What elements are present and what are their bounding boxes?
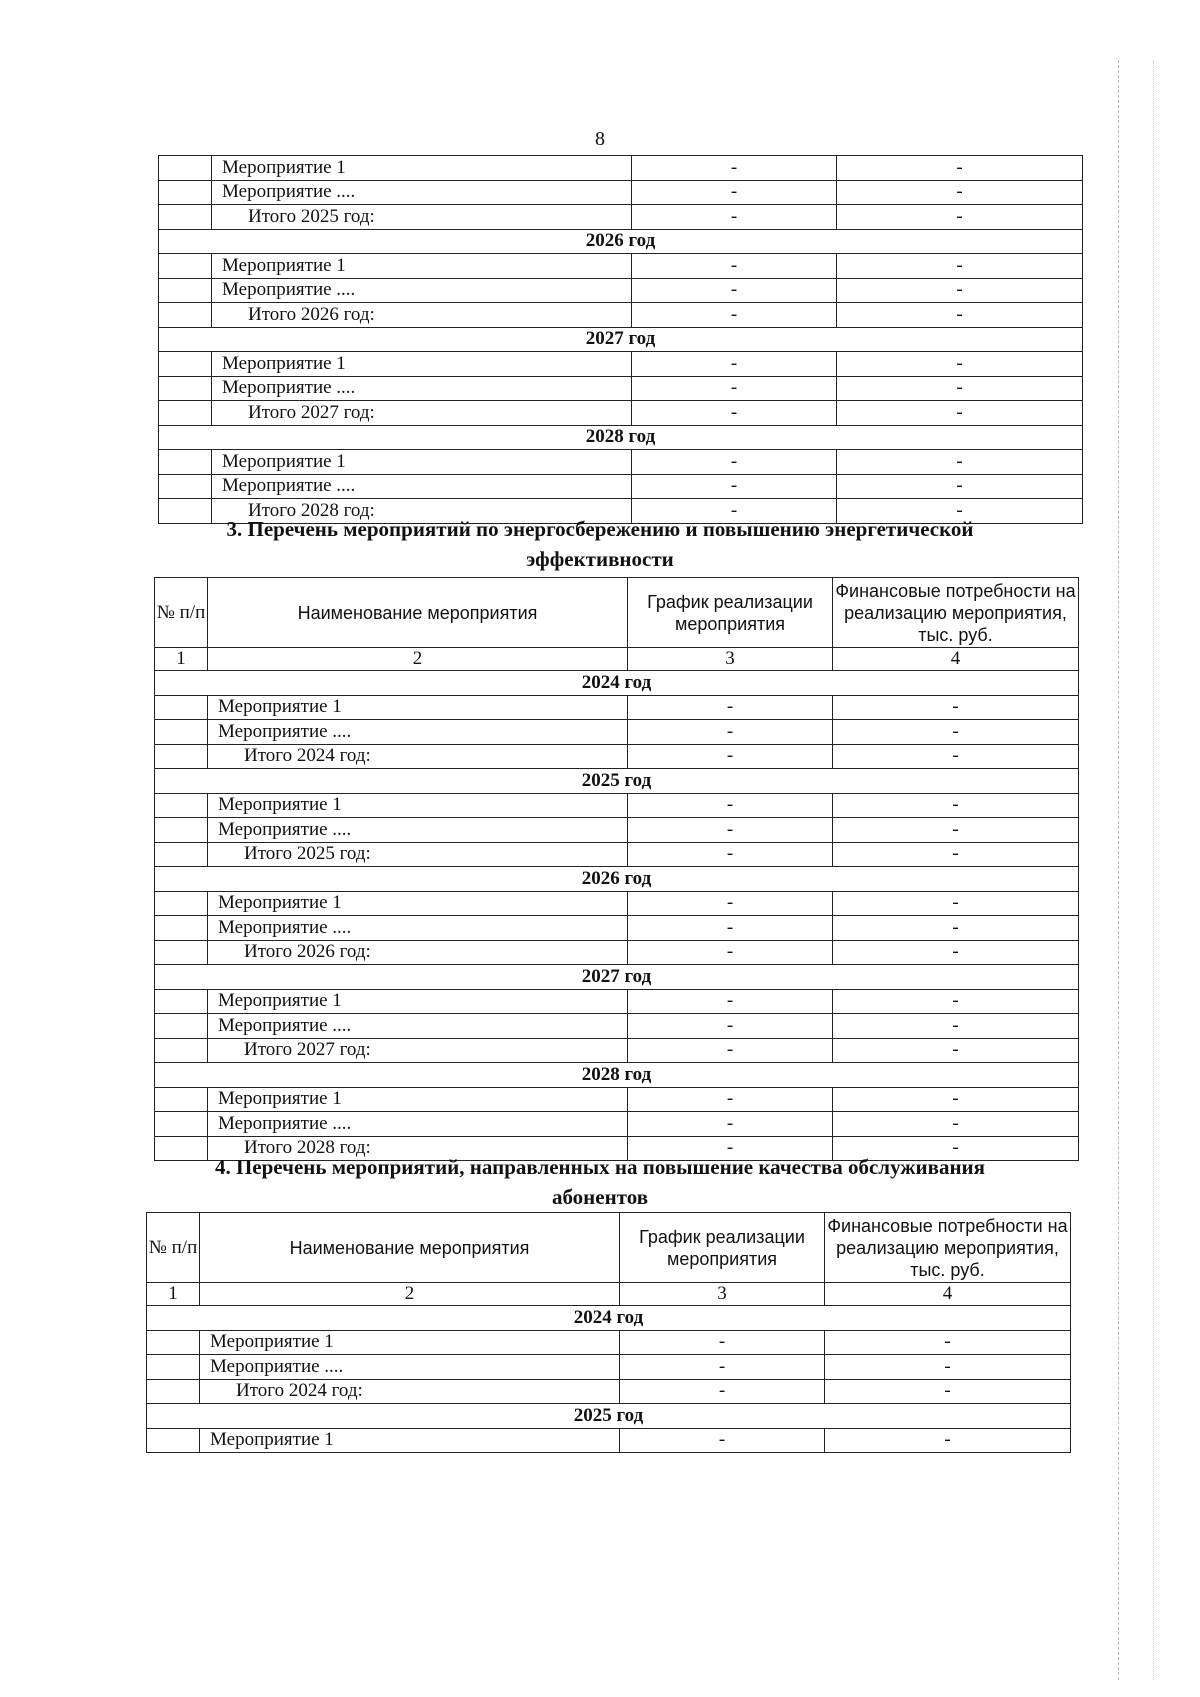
column-index: 4	[825, 1283, 1071, 1306]
table-row	[159, 352, 1083, 377]
year-label: 2026 год	[155, 867, 1079, 892]
activity-name: Мероприятие 1	[208, 793, 628, 818]
row-number-cell	[159, 376, 212, 401]
year-row	[159, 327, 1083, 352]
finance-cell: -	[837, 401, 1083, 426]
year-label: 2025 год	[147, 1404, 1071, 1429]
total-label: Итого 2026 год:	[208, 940, 628, 965]
scan-edge-marks	[1118, 60, 1154, 1680]
row-number-cell	[155, 1014, 208, 1039]
year-row	[155, 867, 1079, 892]
activity-name: Мероприятие 1	[212, 352, 632, 377]
header-finance: Финансовые потребности на реализацию мероприятия, тыс. руб.	[833, 578, 1079, 648]
row-number-cell	[147, 1330, 200, 1355]
table-row	[147, 1355, 1071, 1380]
schedule-cell: -	[632, 303, 837, 328]
year-label: 2024 год	[147, 1306, 1071, 1331]
table-row	[147, 1330, 1071, 1355]
row-number-cell	[155, 744, 208, 769]
year-row	[155, 1063, 1079, 1088]
finance-cell: -	[825, 1355, 1071, 1380]
page-number: 8	[595, 128, 605, 150]
schedule-cell: -	[632, 450, 837, 475]
row-number-cell	[159, 401, 212, 426]
finance-cell: -	[833, 744, 1079, 769]
schedule-cell: -	[628, 842, 833, 867]
year-label: 2028 год	[159, 425, 1083, 450]
schedule-cell: -	[632, 401, 837, 426]
schedule-cell: -	[620, 1428, 825, 1453]
finance-cell: -	[833, 793, 1079, 818]
year-row	[159, 229, 1083, 254]
activity-name: Мероприятие 1	[208, 695, 628, 720]
finance-cell: -	[837, 474, 1083, 499]
table-row	[155, 891, 1079, 916]
section-3-number: 3.	[226, 517, 243, 541]
schedule-cell: -	[632, 156, 837, 181]
activity-name: Мероприятие ....	[212, 278, 632, 303]
row-number-cell	[159, 474, 212, 499]
finance-cell: -	[833, 916, 1079, 941]
row-number-cell	[155, 818, 208, 843]
total-label: Итого 2027 год:	[208, 1038, 628, 1063]
total-row	[155, 842, 1079, 867]
table-body	[155, 671, 1079, 1161]
total-label: Итого 2024 год:	[200, 1379, 620, 1404]
header-name: Наименование мероприятия	[208, 578, 628, 648]
year-row	[155, 671, 1079, 696]
total-row	[147, 1379, 1071, 1404]
section-3-title-line1: Перечень мероприятий по энергосбережению и повышению энергетической	[247, 517, 974, 541]
header-row	[155, 578, 1079, 648]
schedule-cell: -	[628, 1014, 833, 1039]
section-3-table	[154, 577, 1079, 1161]
activity-name: Мероприятие ....	[200, 1355, 620, 1380]
row-number-cell	[159, 450, 212, 475]
row-number-cell	[159, 205, 212, 230]
activity-name: Мероприятие ....	[208, 818, 628, 843]
row-number-cell	[155, 793, 208, 818]
total-label: Итого 2025 год:	[208, 842, 628, 867]
section-4-heading	[0, 1152, 1200, 1212]
schedule-cell: -	[628, 1112, 833, 1137]
schedule-cell: -	[628, 744, 833, 769]
schedule-cell: -	[628, 989, 833, 1014]
finance-cell: -	[825, 1428, 1071, 1453]
activity-name: Мероприятие ....	[212, 376, 632, 401]
table-row	[159, 376, 1083, 401]
table-row	[155, 818, 1079, 843]
total-label: Итого 2027 год:	[212, 401, 632, 426]
finance-cell: -	[833, 818, 1079, 843]
schedule-cell: -	[620, 1330, 825, 1355]
row-number-cell	[147, 1428, 200, 1453]
table-row	[155, 989, 1079, 1014]
row-number-cell	[155, 842, 208, 867]
total-row	[155, 940, 1079, 965]
total-row	[155, 1038, 1079, 1063]
schedule-cell: -	[628, 1087, 833, 1112]
schedule-cell: -	[620, 1355, 825, 1380]
finance-cell: -	[833, 1136, 1079, 1161]
schedule-cell: -	[632, 376, 837, 401]
schedule-cell: -	[632, 180, 837, 205]
total-label: Итого 2026 год:	[212, 303, 632, 328]
year-label: 2024 год	[155, 671, 1079, 696]
activity-name: Мероприятие ....	[212, 474, 632, 499]
total-row	[159, 303, 1083, 328]
finance-cell: -	[833, 1087, 1079, 1112]
row-number-cell	[155, 940, 208, 965]
finance-cell: -	[825, 1379, 1071, 1404]
table-row	[155, 1014, 1079, 1039]
column-index-row	[155, 648, 1079, 671]
activity-name: Мероприятие ....	[208, 1014, 628, 1039]
activity-name: Мероприятие 1	[212, 156, 632, 181]
finance-cell: -	[837, 254, 1083, 279]
activity-name: Мероприятие 1	[208, 989, 628, 1014]
table-row	[159, 180, 1083, 205]
year-row	[159, 425, 1083, 450]
column-index: 4	[833, 648, 1079, 671]
year-row	[155, 769, 1079, 794]
section-4-title-line1: Перечень мероприятий, направленных на повышение качества обслуживания	[235, 1155, 986, 1179]
row-number-cell	[159, 180, 212, 205]
year-label: 2028 год	[155, 1063, 1079, 1088]
schedule-cell: -	[628, 1136, 833, 1161]
finance-cell: -	[837, 352, 1083, 377]
activity-name: Мероприятие 1	[208, 1087, 628, 1112]
table-body	[159, 156, 1083, 524]
year-row	[155, 965, 1079, 990]
row-number-cell	[155, 891, 208, 916]
header-schedule: График реализации мероприятия	[628, 578, 833, 648]
finance-cell: -	[837, 180, 1083, 205]
table-continued	[158, 155, 1083, 524]
activity-name: Мероприятие 1	[212, 254, 632, 279]
schedule-cell: -	[628, 940, 833, 965]
table-row	[155, 695, 1079, 720]
finance-cell: -	[837, 303, 1083, 328]
row-number-cell	[159, 278, 212, 303]
column-index: 2	[208, 648, 628, 671]
activity-name: Мероприятие 1	[200, 1330, 620, 1355]
total-label: Итого 2028 год:	[212, 499, 632, 524]
row-number-cell	[159, 352, 212, 377]
schedule-cell: -	[632, 499, 837, 524]
row-number-cell	[159, 303, 212, 328]
total-label: Итого 2024 год:	[208, 744, 628, 769]
section-4-number: 4.	[214, 1155, 231, 1179]
activity-name: Мероприятие 1	[208, 891, 628, 916]
finance-cell: -	[833, 1038, 1079, 1063]
schedule-cell: -	[628, 891, 833, 916]
schedule-cell: -	[620, 1379, 825, 1404]
row-number-cell	[155, 1087, 208, 1112]
column-index: 3	[628, 648, 833, 671]
table-row	[155, 916, 1079, 941]
schedule-cell: -	[632, 474, 837, 499]
finance-cell: -	[833, 940, 1079, 965]
table-row	[147, 1428, 1071, 1453]
total-row	[155, 744, 1079, 769]
schedule-cell: -	[632, 352, 837, 377]
header-schedule: График реализации мероприятия	[620, 1213, 825, 1283]
schedule-cell: -	[628, 695, 833, 720]
row-number-cell	[155, 1038, 208, 1063]
schedule-cell: -	[628, 793, 833, 818]
finance-cell: -	[837, 450, 1083, 475]
row-number-cell	[155, 916, 208, 941]
total-label: Итого 2028 год:	[208, 1136, 628, 1161]
row-number-cell	[159, 156, 212, 181]
column-index: 1	[155, 648, 208, 671]
column-index-row	[147, 1283, 1071, 1306]
total-row	[159, 205, 1083, 230]
year-row	[147, 1404, 1071, 1429]
schedule-cell: -	[632, 278, 837, 303]
section-3-title-line2: эффективности	[526, 547, 674, 571]
schedule-cell: -	[632, 205, 837, 230]
finance-cell: -	[833, 720, 1079, 745]
row-number-cell	[155, 1112, 208, 1137]
year-label: 2027 год	[159, 327, 1083, 352]
row-number-cell	[155, 695, 208, 720]
section-4-table	[146, 1212, 1071, 1453]
header-num: № п/п	[155, 578, 208, 648]
finance-cell: -	[837, 499, 1083, 524]
activity-name: Мероприятие 1	[212, 450, 632, 475]
finance-cell: -	[833, 1014, 1079, 1039]
table-row	[159, 474, 1083, 499]
column-index: 1	[147, 1283, 200, 1306]
table-row	[155, 1087, 1079, 1112]
activity-name: Мероприятие 1	[200, 1428, 620, 1453]
schedule-cell: -	[628, 720, 833, 745]
total-row	[159, 401, 1083, 426]
row-number-cell	[147, 1355, 200, 1380]
table-row	[159, 156, 1083, 181]
finance-cell: -	[837, 205, 1083, 230]
table-row	[159, 450, 1083, 475]
table-row	[155, 1112, 1079, 1137]
finance-cell: -	[837, 278, 1083, 303]
table-row	[159, 278, 1083, 303]
table-row	[155, 720, 1079, 745]
schedule-cell: -	[628, 916, 833, 941]
activity-name: Мероприятие ....	[208, 1112, 628, 1137]
section-3-heading	[0, 514, 1200, 574]
activity-name: Мероприятие ....	[212, 180, 632, 205]
table-body	[147, 1306, 1071, 1453]
table-row	[155, 793, 1079, 818]
year-row	[147, 1306, 1071, 1331]
finance-cell: -	[833, 842, 1079, 867]
year-label: 2027 год	[155, 965, 1079, 990]
row-number-cell	[147, 1379, 200, 1404]
finance-cell: -	[837, 156, 1083, 181]
finance-cell: -	[837, 376, 1083, 401]
column-index: 2	[200, 1283, 620, 1306]
row-number-cell	[155, 720, 208, 745]
column-index: 3	[620, 1283, 825, 1306]
row-number-cell	[159, 254, 212, 279]
finance-cell: -	[833, 989, 1079, 1014]
schedule-cell: -	[628, 818, 833, 843]
finance-cell: -	[833, 891, 1079, 916]
finance-cell: -	[833, 1112, 1079, 1137]
section-4-title-line2: абонентов	[551, 1185, 649, 1209]
header-name: Наименование мероприятия	[200, 1213, 620, 1283]
total-label: Итого 2025 год:	[212, 205, 632, 230]
finance-cell: -	[825, 1330, 1071, 1355]
year-label: 2026 год	[159, 229, 1083, 254]
activity-name: Мероприятие ....	[208, 916, 628, 941]
year-label: 2025 год	[155, 769, 1079, 794]
table-row	[159, 254, 1083, 279]
activity-name: Мероприятие ....	[208, 720, 628, 745]
header-num: № п/п	[147, 1213, 200, 1283]
finance-cell: -	[833, 695, 1079, 720]
row-number-cell	[155, 989, 208, 1014]
schedule-cell: -	[628, 1038, 833, 1063]
schedule-cell: -	[632, 254, 837, 279]
header-row	[147, 1213, 1071, 1283]
header-finance: Финансовые потребности на реализацию мероприятия, тыс. руб.	[825, 1213, 1071, 1283]
